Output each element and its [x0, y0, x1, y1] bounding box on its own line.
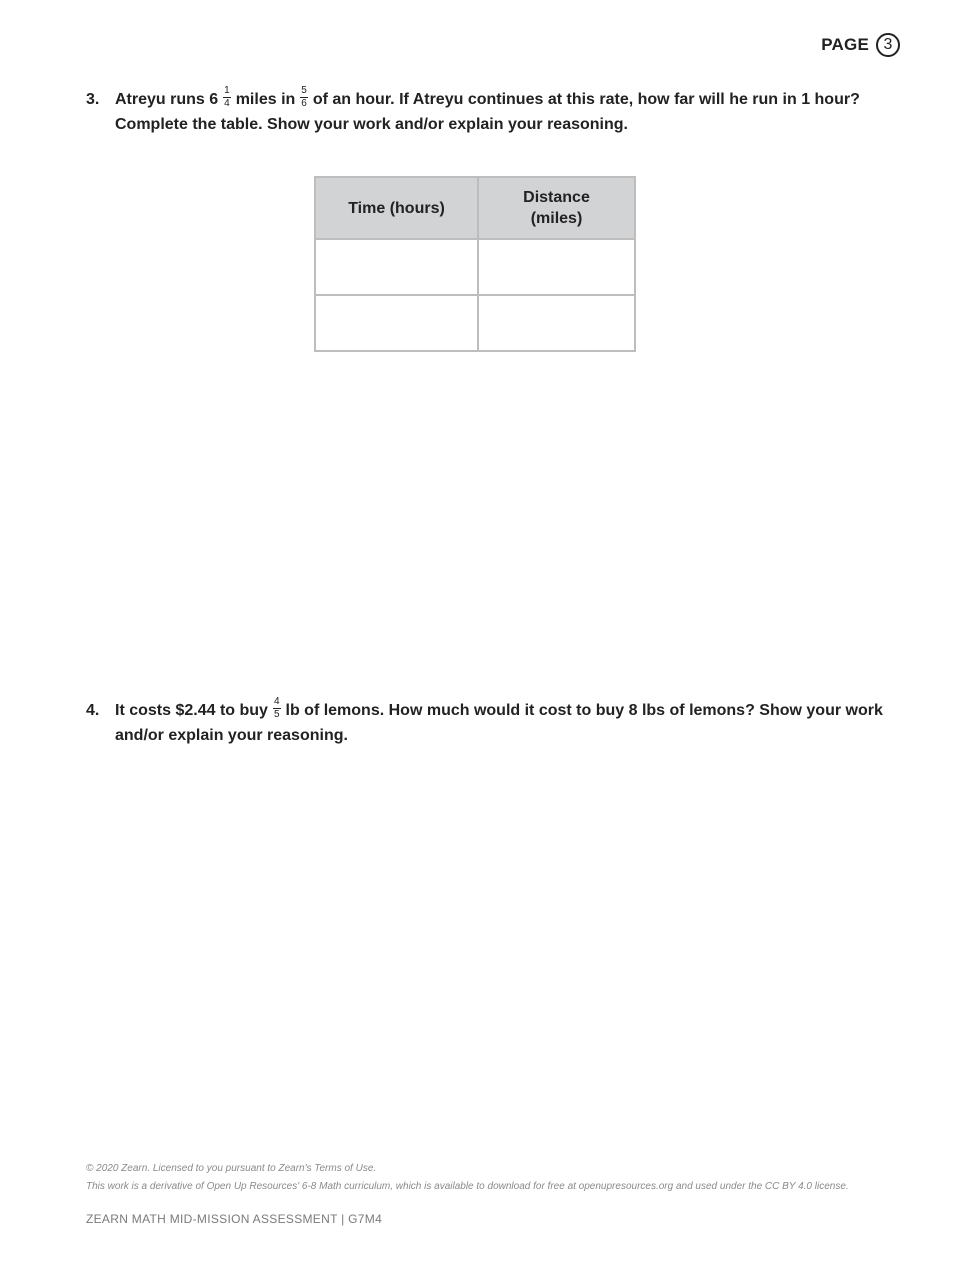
table-row	[315, 239, 635, 295]
question-text	[115, 698, 886, 748]
page-word: PAGE	[821, 35, 869, 54]
question-text-part: of an hour. If Atreyu continues at this rate, how far will he run in 1 hour? Complete the table. Show your work and/or explain your reasoning.	[115, 91, 860, 133]
assessment-label: ZEARN MATH MID-MISSION ASSESSMENT | G7M4	[86, 1212, 383, 1226]
question-text-part: Atreyu runs 6	[115, 91, 219, 108]
table-cell-time[interactable]	[315, 239, 478, 295]
table-cell-distance[interactable]	[478, 239, 635, 295]
question-text-part: miles in	[235, 91, 296, 108]
fraction-numerator: 4	[273, 696, 280, 708]
fraction-one-fourth	[223, 86, 231, 109]
page-indicator	[821, 33, 900, 57]
question-4	[86, 698, 886, 748]
fraction-numerator: 5	[301, 85, 307, 97]
question-3	[86, 87, 886, 137]
question-text-part: It costs $2.44 to buy	[115, 702, 268, 719]
fraction-denominator: 5	[273, 709, 280, 721]
table-cell-distance[interactable]	[478, 295, 635, 351]
time-distance-table	[314, 176, 636, 352]
fraction-denominator: 6	[301, 98, 307, 110]
license-notice: This work is a derivative of Open Up Resources' 6-8 Math curriculum, which is available to download for free at openupresources.org and used under the CC BY 4.0 license.	[86, 1181, 849, 1192]
header-distance	[478, 177, 635, 239]
question-text	[115, 87, 886, 137]
table-row	[315, 295, 635, 351]
question-number: 4.	[86, 702, 100, 719]
header-distance-label: Distance (miles)	[523, 189, 590, 227]
table-header-row	[315, 177, 635, 239]
fraction-denominator: 4	[224, 98, 230, 110]
table-cell-time[interactable]	[315, 295, 478, 351]
fraction-four-fifths	[273, 697, 281, 720]
page-number-badge: 3	[876, 33, 900, 57]
copyright-notice: © 2020 Zearn. Licensed to you pursuant to Zearn's Terms of Use.	[86, 1163, 377, 1174]
question-number: 3.	[86, 91, 100, 108]
question-text-part: lb of lemons. How much would it cost to buy 8 lbs of lemons? Show your work and/or explain your reasoning.	[115, 702, 883, 744]
fraction-numerator: 1	[224, 85, 230, 97]
fraction-five-sixths	[300, 86, 308, 109]
header-time: Time (hours)	[315, 177, 478, 239]
